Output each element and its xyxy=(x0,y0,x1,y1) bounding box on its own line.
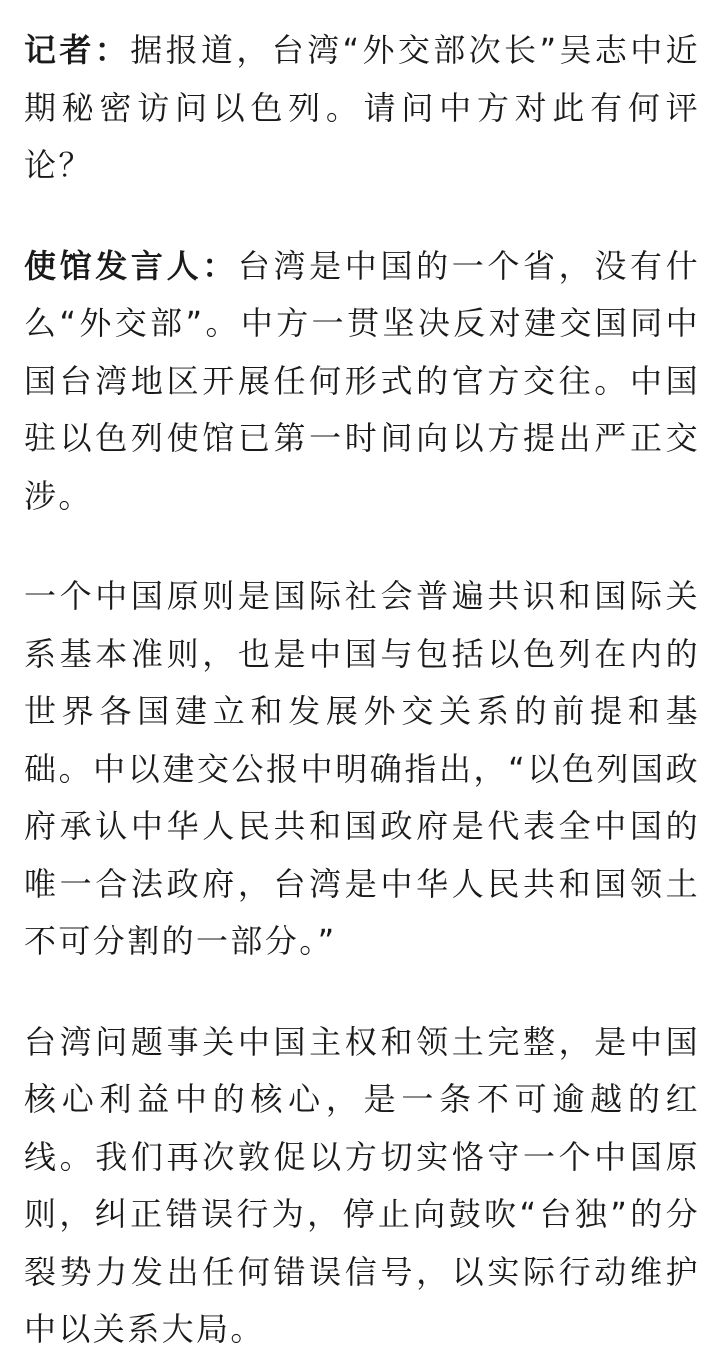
paragraph-text: 台湾问题事关中国主权和领土完整，是中国核心利益中的核心，是一条不可逾越的红线。我们再次敦促以方切实恪守一个中国原则，纠正错误行为，停止向鼓吹“台独”的分裂势力发出任何错误信号，以实际行动维护中以关系大局。 xyxy=(24,1022,700,1348)
paragraph-answer xyxy=(24,238,700,526)
paragraph-red-line xyxy=(24,1014,700,1359)
paragraph-question xyxy=(24,22,700,195)
paragraph-text: 一个中国原则是国际社会普遍共识和国际关系基本准则，也是中国与包括以色列在内的世界各国建立和发展外交关系的前提和基础。中以建交公报中明确指出，“以色列国政府承认中华人民共和国政府是代表全中国的唯一合法政府，台湾是中华人民共和国领土不可分割的一部分。” xyxy=(24,577,700,960)
speaker-label-reporter: 记者： xyxy=(24,31,131,69)
paragraph-text: 据报道，台湾“外交部次长”吴志中近期秘密访问以色列。请问中方对此有何评论？ xyxy=(24,31,700,184)
paragraph-text: 台湾是中国的一个省，没有什么“外交部”。中方一贯坚决反对建交国同中国台湾地区开展任何形式的官方交往。中国驻以色列使馆已第一时间向以方提出严正交涉。 xyxy=(24,246,701,515)
paragraph-one-china-principle xyxy=(24,568,700,971)
speaker-label-spokesperson: 使馆发言人： xyxy=(24,246,238,285)
